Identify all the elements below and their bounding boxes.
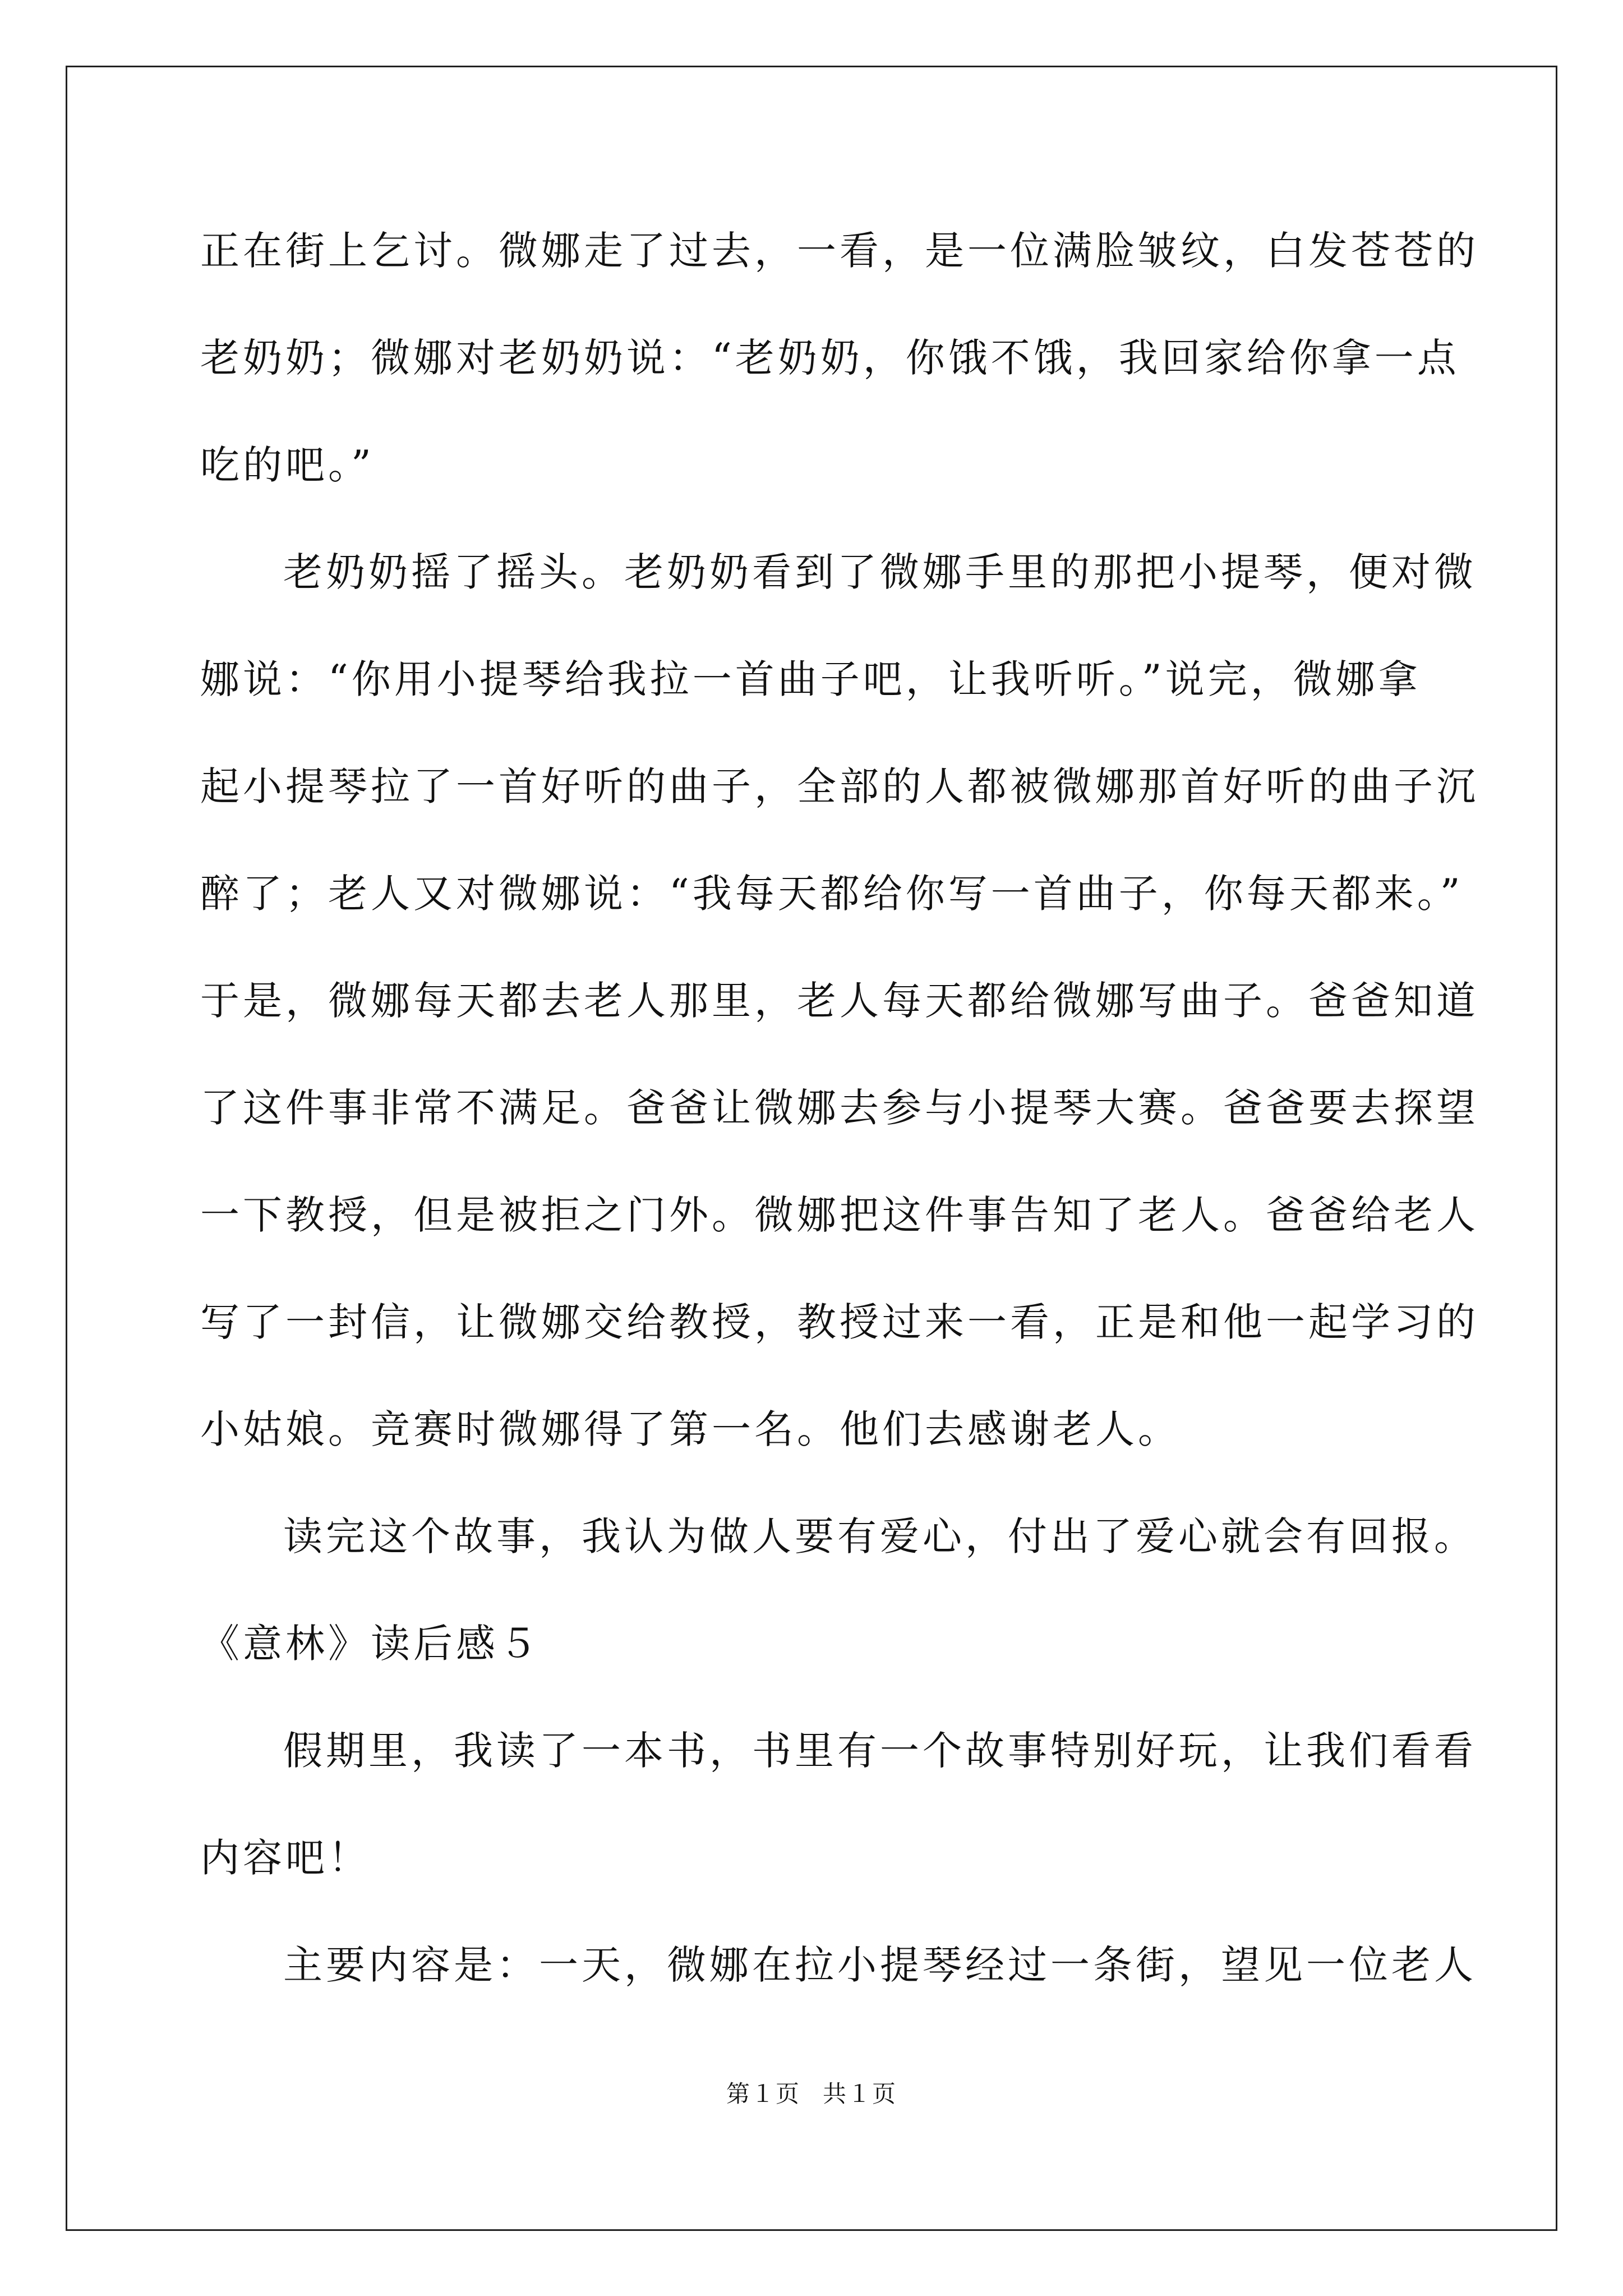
text-line: 小姑娘。竞赛时微娜得了第一名。他们去感谢老人。	[200, 1406, 1181, 1452]
text-line: 醉了；老人又对微娜说：“我每天都给你写一首曲子，你每天都来。”	[200, 871, 1464, 917]
text-line: 主要内容是：一天，微娜在拉小提琴经过一条街，望见一位老人	[283, 1942, 1477, 1988]
text-line: 起小提琴拉了一首好听的曲子，全部的人都被微娜那首好听的曲子沉	[200, 763, 1479, 809]
document-body	[200, 209, 1479, 2030]
text-line: 读完这个故事，我认为做人要有爱心，付出了爱心就会有回报。	[283, 1513, 1477, 1559]
text-line: 了这件事非常不满足。爸爸让微娜去参与小提琴大赛。爸爸要去探望	[200, 1085, 1479, 1131]
text-line: 一下教授，但是被拒之门外。微娜把这件事告知了老人。爸爸给老人	[200, 1192, 1479, 1238]
text-line: 娜说：“你用小提琴给我拉一首曲子吧，让我听听。”说完，微娜拿	[200, 656, 1421, 702]
text-line: 内容吧！	[200, 1835, 371, 1881]
text-line: 假期里，我读了一本书，书里有一个故事特别好玩，让我们看看	[283, 1728, 1477, 1774]
text-line: 于是，微娜每天都去老人那里，老人每天都给微娜写曲子。爸爸知道	[200, 978, 1479, 1024]
section-heading: 《意林》读后感５	[200, 1621, 541, 1667]
text-line: 老奶奶；微娜对老奶奶说：“老奶奶，你饿不饿，我回家给你拿一点	[200, 335, 1460, 381]
text-line: 正在街上乞讨。微娜走了过去，一看，是一位满脸皱纹，白发苍苍的	[200, 228, 1479, 274]
page-number: 第１页	[726, 2080, 800, 2108]
page-total: 共１页	[823, 2080, 897, 2108]
text-line: 写了一封信，让微娜交给教授，教授过来一看，正是和他一起学习的	[200, 1299, 1479, 1345]
text-line: 吃的吧。”	[200, 442, 375, 488]
text-line: 老奶奶摇了摇头。老奶奶看到了微娜手里的那把小提琴，便对微	[283, 549, 1477, 595]
page-footer	[0, 2076, 1623, 2109]
